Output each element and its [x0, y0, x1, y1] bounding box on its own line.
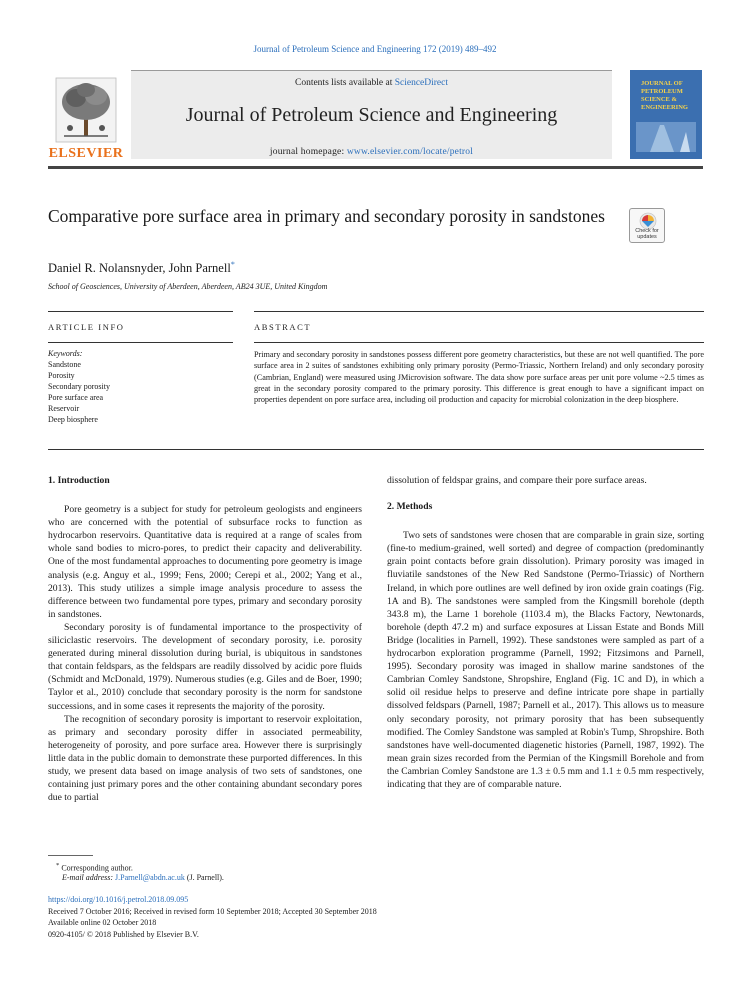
abstract-text: Primary and secondary porosity in sandstones possess different pore geometry characteristics, but these are not well quantified. The pore surface area in 2 suites of sandstones exhibiting only primary porosity (Permo-Triassic, Northern Ireland) and only secondary porosity (Cambrian, England) were measured using JMicrovision software. The data show pore surface areas per unit pore volume ~2.5 times as great in the secondary porosity compared to the primary porosity. This difference is great enough to have a significant impact on properties dependent on pore surface area, including oil production and capacity for microbial colonization in the deep biosphere. [254, 350, 704, 405]
info-top-rule [48, 311, 233, 312]
introduction-heading: 1. Introduction [48, 475, 110, 486]
article-title: Comparative pore surface area in primary and secondary porosity in sandstones [48, 206, 605, 226]
journal-title: Journal of Petroleum Science and Engineering [185, 104, 558, 126]
intro-paragraph-2: Secondary porosity is of fundamental importance to the prospectivity of siliciclastic reservoirs. The development of secondary porosity, i.e. porosity generated during mineral dissolution during burial, is ubiquitous in sandstones that contain feldspars, as the feldspars are readily dissolved by acidic pore fluids (Schmidt and McDonald, 1979). Numerous studies (e.g. Giles and de Boer, 1990; Taylor et al., 2010) conclude that secondary porosity is the norm for sandstone successions, and in some cases it represents the majority of the porosity. [48, 621, 362, 712]
left-column [48, 474, 362, 804]
intro-paragraph-3: The recognition of secondary porosity is important to reservoir exploitation, as primary and secondary porosity differ in associated permeability, heterogeneity of porosity, and pore surface area. However there is surprisingly little data in the public domain to demonstrate these purported differences. In this study, we present data based on image analysis of two sets of sandstones, one containing just primary pores and the other containing abundant secondary pores due to partial [48, 713, 362, 804]
homepage-prefix: journal homepage: [269, 147, 347, 157]
abstract-bottom-rule [48, 449, 704, 450]
abstract-top-rule [254, 311, 704, 312]
right-column [387, 474, 704, 791]
corresponding-author-mark[interactable]: * [230, 260, 235, 269]
available-online: Available online 02 October 2018 [48, 918, 157, 927]
keyword: Pore surface area [48, 393, 104, 402]
footnote-mark: * [56, 862, 60, 869]
methods-paragraph-1: Two sets of sandstones were chosen that are comparable in grain size, sorting (fine-to medium-grained, well sorted) and degree of compaction (predominantly grain point contacts before grain dissolution). Primary porosity was imaged in fluviatile sandstones of the New Red Sandstone (Permo-Triassic) of Northern Ireland, in which pore outlines are well defined by iron oxide grain coatings (Fig. 1A and B). The sandstones were sampled from the Kingsmill borehole (depth 343.8 m), the Larne 1 borehole (1103.4 m), the Blacks Factory, Newtonards, borehole (depth 47.2 m) and surface exposures at Lissan Estate and Bonds Mill Bridge (localities in Parnell, 1992). These sandstones were sampled as part of a hydrocarbon exploration programme (Parnell, 1992; Fitzsimons and Parnell, 1995). Secondary porosity was imaged in shallow marine sandstones of the Cambrian Comley Sandstone, Shropshire, England (Fig. 1C and D), in which a solid oil residue helps to preserve and define intricate pore shape in partially dissolved feldspars (Parnell, 1987; Parnell et al., 2017). This allows us to measure only secondary porosity, not primary porosity that has been subsequently modified. The Comley Sandstone was sampled at Robin's Tump, Shropshire. Both sandstones have well-documented diagenetic histories (Parnell, 1987, 1992). The mean grain sizes recorded from the Permian of the Kingsmill Borehole and from the Cambrian Comley Sandstone are 1.3 ± 0.5 mm and 1.1 ± 0.5 mm respectively, indicating that they are of comparable nature. [387, 530, 704, 790]
email-link[interactable]: J.Parnell@abdn.ac.uk [115, 873, 185, 882]
author-names: Daniel R. Nolansnyder, John Parnell [48, 261, 231, 276]
journal-homepage-line [131, 147, 612, 157]
sciencedirect-link[interactable]: ScienceDirect [394, 78, 448, 88]
footer [48, 894, 704, 940]
abstract-heading: ABSTRACT [254, 322, 312, 332]
keyword: Secondary porosity [48, 382, 110, 391]
copyright: 0920-4105/ © 2018 Published by Elsevier B.V. [48, 929, 199, 939]
abstract-mid-rule [254, 342, 704, 343]
header-divider [48, 166, 703, 169]
keyword: Reservoir [48, 404, 80, 413]
email-suffix: (J. Parnell). [184, 873, 224, 882]
intro-paragraph-1: Pore geometry is a subject for study for petroleum geologists and engineers who are concerned with the potential of subsurface rocks to function as hydrocarbon reservoirs. Quantitative data is required at a range of scales from whole sand bodies to micro-pores, to predict their capacity and deliverability. One of the most fundamental approaches to documenting pore geometry is image analysis (e.g. Anguy et al., 1999; Fens, 2000; Cerepi et al., 2002; Yang et al., 2013). This study utilizes a simple image analysis procedure to assess the difference between two fundamental pore types, primary and secondary porosity in sandstones. [48, 504, 362, 620]
author-list [48, 260, 235, 276]
methods-heading: 2. Methods [387, 501, 433, 513]
keyword: Deep biosphere [48, 415, 98, 424]
info-mid-rule [48, 342, 233, 343]
corresponding-label: Corresponding author. [61, 863, 133, 873]
footnote-rule [48, 855, 93, 856]
email-line [62, 872, 224, 883]
email-label: E-mail address: [62, 873, 116, 882]
received-dates: Received 7 October 2016; Received in revised form 10 September 2018; Accepted 30 September 2018 [48, 906, 377, 916]
keyword: Porosity [48, 371, 75, 380]
contents-line [131, 78, 612, 88]
journal-citation[interactable]: Journal of Petroleum Science and Engineering 172 (2019) 489–492 [253, 44, 497, 54]
intro-paragraph-3-continued: dissolution of feldspar grains, and compare their pore surface areas. [387, 475, 647, 486]
keywords-label: Keywords: [48, 349, 83, 358]
article-info-heading: ARTICLE INFO [48, 322, 125, 332]
doi-link[interactable]: https://doi.org/10.1016/j.petrol.2018.09.095 [48, 895, 189, 904]
check-for-updates-label: Check for updates [635, 228, 659, 240]
elsevier-wordmark: ELSEVIER [48, 146, 124, 161]
cover-title: JOURNAL OF PETROLEUM SCIENCE & ENGINEERING [641, 80, 688, 111]
contents-prefix: Contents lists available at [294, 78, 395, 88]
homepage-link[interactable]: www.elsevier.com/locate/petrol [346, 147, 474, 157]
keyword: Sandstone [48, 360, 81, 369]
affiliation: School of Geosciences, University of Aberdeen, Aberdeen, AB24 3UE, United Kingdom [48, 282, 328, 291]
